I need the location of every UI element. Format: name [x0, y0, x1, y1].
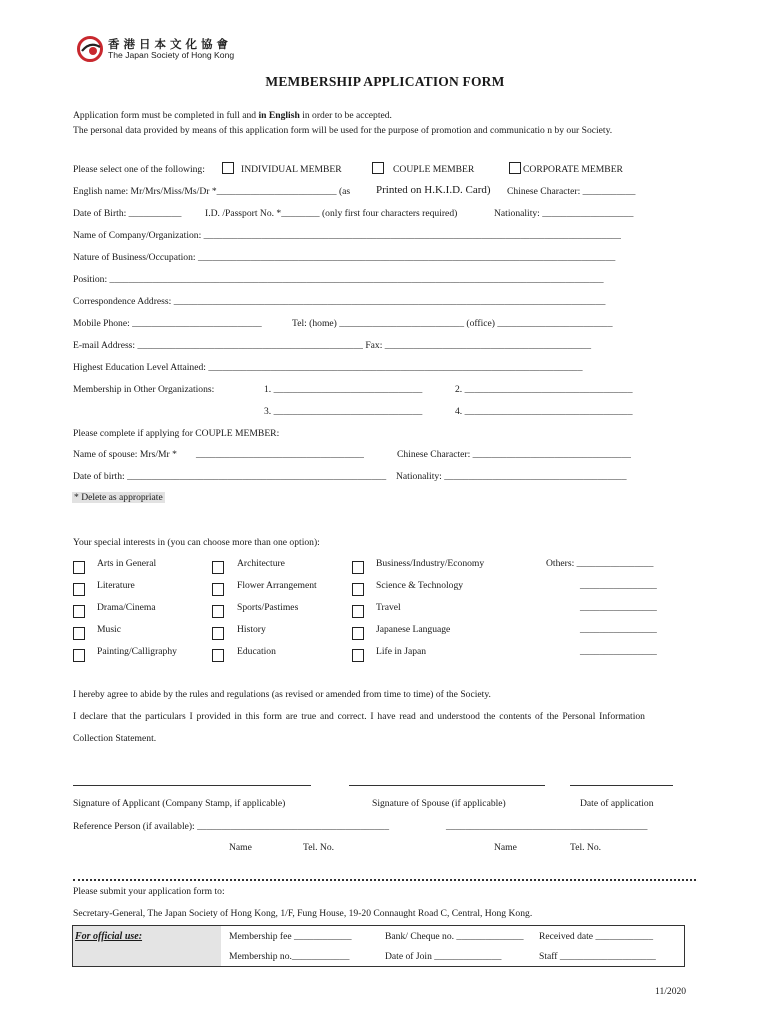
interest-architecture-label: Architecture [237, 558, 285, 569]
interest-architecture-checkbox[interactable] [212, 561, 224, 574]
delete-note: * Delete as appropriate [74, 492, 163, 503]
submit-address: Secretary-General, The Japan Society of Hong Kong, 1/F, Fung House, 19-20 Connaught Road C, Central, Hong Kong. [73, 908, 533, 919]
english-name-field[interactable]: English name: Mr/Mrs/Miss/Ms/Dr *_________________________ (as [73, 186, 351, 197]
intro-line-1 [73, 110, 392, 121]
position-field[interactable]: Position: _______________________________________________________________________________________________________ [73, 274, 604, 285]
interest-science-label: Science & Technology [376, 580, 464, 591]
email-fax-field[interactable]: E-mail Address: _______________________________________________ Fax: ___________________________________________ [73, 340, 592, 351]
other-org-2-field[interactable]: 2. ___________________________________ [455, 384, 633, 395]
id-passport-field[interactable]: I.D. /Passport No. *________ (only first four characters required) [205, 208, 458, 219]
address-field[interactable]: Correspondence Address: __________________________________________________________________________________________ [73, 296, 606, 307]
interest-others-field[interactable]: Others: ________________ [546, 558, 654, 569]
spouse-signature-label: Signature of Spouse (if applicable) [372, 798, 506, 809]
other-org-3-field[interactable]: 3. _______________________________ [264, 406, 423, 417]
other-org-1-field[interactable]: 1. _______________________________ [264, 384, 423, 395]
corporate-member-checkbox[interactable] [509, 162, 521, 174]
intro-text: Application form must be completed in full and [73, 110, 259, 121]
interest-drama-label: Drama/Cinema [97, 602, 156, 613]
interest-sports-checkbox[interactable] [212, 605, 224, 618]
dotted-divider [73, 879, 696, 881]
society-logo [76, 35, 236, 65]
spouse-dob-field[interactable]: Date of birth: ______________________________________________________ [73, 471, 387, 482]
interest-history-checkbox[interactable] [212, 627, 224, 640]
interest-arts-label: Arts in General [97, 558, 157, 569]
interest-education-checkbox[interactable] [212, 649, 224, 662]
interest-japanese-label: Japanese Language [376, 624, 451, 635]
individual-member-label: INDIVIDUAL MEMBER [241, 164, 342, 175]
interest-life-japan-label: Life in Japan [376, 646, 427, 657]
interest-life-japan-checkbox[interactable] [352, 649, 364, 662]
nationality-field[interactable]: Nationality: ___________________ [494, 208, 634, 219]
interest-science-checkbox[interactable] [352, 583, 364, 596]
application-date-line[interactable] [570, 785, 673, 786]
corporate-member-label: CORPORATE MEMBER [523, 164, 623, 175]
official-use-header-cell [73, 926, 221, 966]
education-field[interactable]: Highest Education Level Attained: ______________________________________________________________________________ [73, 362, 583, 373]
interest-drama-checkbox[interactable] [73, 605, 85, 618]
interest-flower-label: Flower Arrangement [237, 580, 317, 591]
interest-business-checkbox[interactable] [352, 561, 364, 574]
membership-fee-field[interactable]: Membership fee ____________ [229, 931, 352, 942]
printed-on-hkid-note: Printed on H.K.I.D. Card) [376, 184, 491, 196]
intro-text-end: in order to be accepted. [299, 110, 392, 121]
reference-name-label: Name [229, 842, 252, 853]
interest-japanese-checkbox[interactable] [352, 627, 364, 640]
couple-heading: Please complete if applying for COUPLE MEMBER: [73, 428, 280, 439]
date-of-join-field[interactable]: Date of Join ______________ [385, 951, 502, 962]
spouse-signature-line[interactable] [349, 785, 545, 786]
interest-literature-checkbox[interactable] [73, 583, 85, 596]
declaration-line-3: Collection Statement. [73, 733, 157, 744]
interest-literature-label: Literature [97, 580, 135, 591]
interest-music-label: Music [97, 624, 121, 635]
applicant-signature-line[interactable] [73, 785, 311, 786]
org-name-zh: 香港日本文化協會 [108, 37, 232, 51]
reference-person-field[interactable]: Reference Person (if available): ________________________________________ [73, 821, 389, 832]
interest-history-label: History [237, 624, 266, 635]
reference-tel-label: Tel. No. [303, 842, 335, 853]
business-field[interactable]: Nature of Business/Occupation: _______________________________________________________________________________________ [73, 252, 616, 263]
received-date-field[interactable]: Received date ____________ [539, 931, 654, 942]
date-of-birth-field[interactable]: Date of Birth: ___________ [73, 208, 182, 219]
declaration-line-1: I hereby agree to abide by the rules and regulations (as revised or amended from time to time) of the Society. [73, 689, 491, 700]
staff-field[interactable]: Staff ____________________ [539, 951, 656, 962]
applicant-signature-label: Signature of Applicant (Company Stamp, if applicable) [73, 798, 286, 809]
official-use-heading: For official use: [75, 931, 143, 942]
mobile-phone-field[interactable]: Mobile Phone: ___________________________ [73, 318, 262, 329]
interest-education-label: Education [237, 646, 276, 657]
couple-member-checkbox[interactable] [372, 162, 384, 174]
bank-cheque-field[interactable]: Bank/ Cheque no. ______________ [385, 931, 524, 942]
company-field[interactable]: Name of Company/Organization: _______________________________________________________________________________________ [73, 230, 621, 241]
interest-flower-checkbox[interactable] [212, 583, 224, 596]
interest-arts-checkbox[interactable] [73, 561, 85, 574]
interest-travel-checkbox[interactable] [352, 605, 364, 618]
interest-others-line[interactable]: ________________ [580, 646, 657, 657]
reference-tel-label-2: Tel. No. [570, 842, 602, 853]
interest-travel-label: Travel [376, 602, 401, 613]
membership-no-field[interactable]: Membership no.____________ [229, 951, 350, 962]
spouse-nationality-field[interactable]: Nationality: ______________________________________ [396, 471, 627, 482]
delete-note-wrap [72, 492, 165, 503]
intro-emphasis: in English [258, 110, 300, 121]
form-title: MEMBERSHIP APPLICATION FORM [265, 74, 505, 89]
interest-others-line[interactable]: ________________ [580, 602, 657, 613]
couple-member-label: COUPLE MEMBER [393, 164, 475, 175]
org-name-en: The Japan Society of Hong Kong [108, 50, 235, 60]
interest-others-line[interactable]: ________________ [580, 580, 657, 591]
intro-line-2: The personal data provided by means of this application form will be used for the purpose of promotion and communicatio n by our Society. [73, 125, 613, 136]
declaration-line-2: I declare that the particulars I provided in this form are true and correct. I have read and understood the contents of the Personal Information [73, 711, 645, 722]
form-version: 11/2020 [655, 986, 687, 997]
interest-business-label: Business/Industry/Economy [376, 558, 485, 569]
other-org-4-field[interactable]: 4. ___________________________________ [455, 406, 633, 417]
other-orgs-label: Membership in Other Organizations: [73, 384, 215, 395]
chinese-character-field[interactable]: Chinese Character: ___________ [507, 186, 636, 197]
spouse-name-label: Name of spouse: Mrs/Mr * [73, 449, 177, 460]
interests-heading: Your special interests in (you can choose more than one option): [73, 537, 320, 548]
interest-painting-label: Painting/Calligraphy [97, 646, 177, 657]
membership-prompt: Please select one of the following: [73, 164, 205, 175]
interest-sports-label: Sports/Pastimes [237, 602, 299, 613]
interest-music-checkbox[interactable] [73, 627, 85, 640]
society-emblem-icon [76, 35, 104, 63]
submit-prompt: Please submit your application form to: [73, 886, 225, 897]
reference-person-field-2[interactable]: __________________________________________ [446, 821, 648, 832]
application-date-label: Date of application [580, 798, 654, 809]
interest-others-line[interactable]: ________________ [580, 624, 657, 635]
tel-home-office-field[interactable]: Tel: (home) __________________________ (office) ________________________ [292, 318, 613, 329]
spouse-chinese-field[interactable]: Chinese Character: _________________________________ [397, 449, 631, 460]
reference-name-label-2: Name [494, 842, 517, 853]
spouse-name-field[interactable]: ___________________________________ [196, 449, 364, 460]
interest-painting-checkbox[interactable] [73, 649, 85, 662]
individual-member-checkbox[interactable] [222, 162, 234, 174]
